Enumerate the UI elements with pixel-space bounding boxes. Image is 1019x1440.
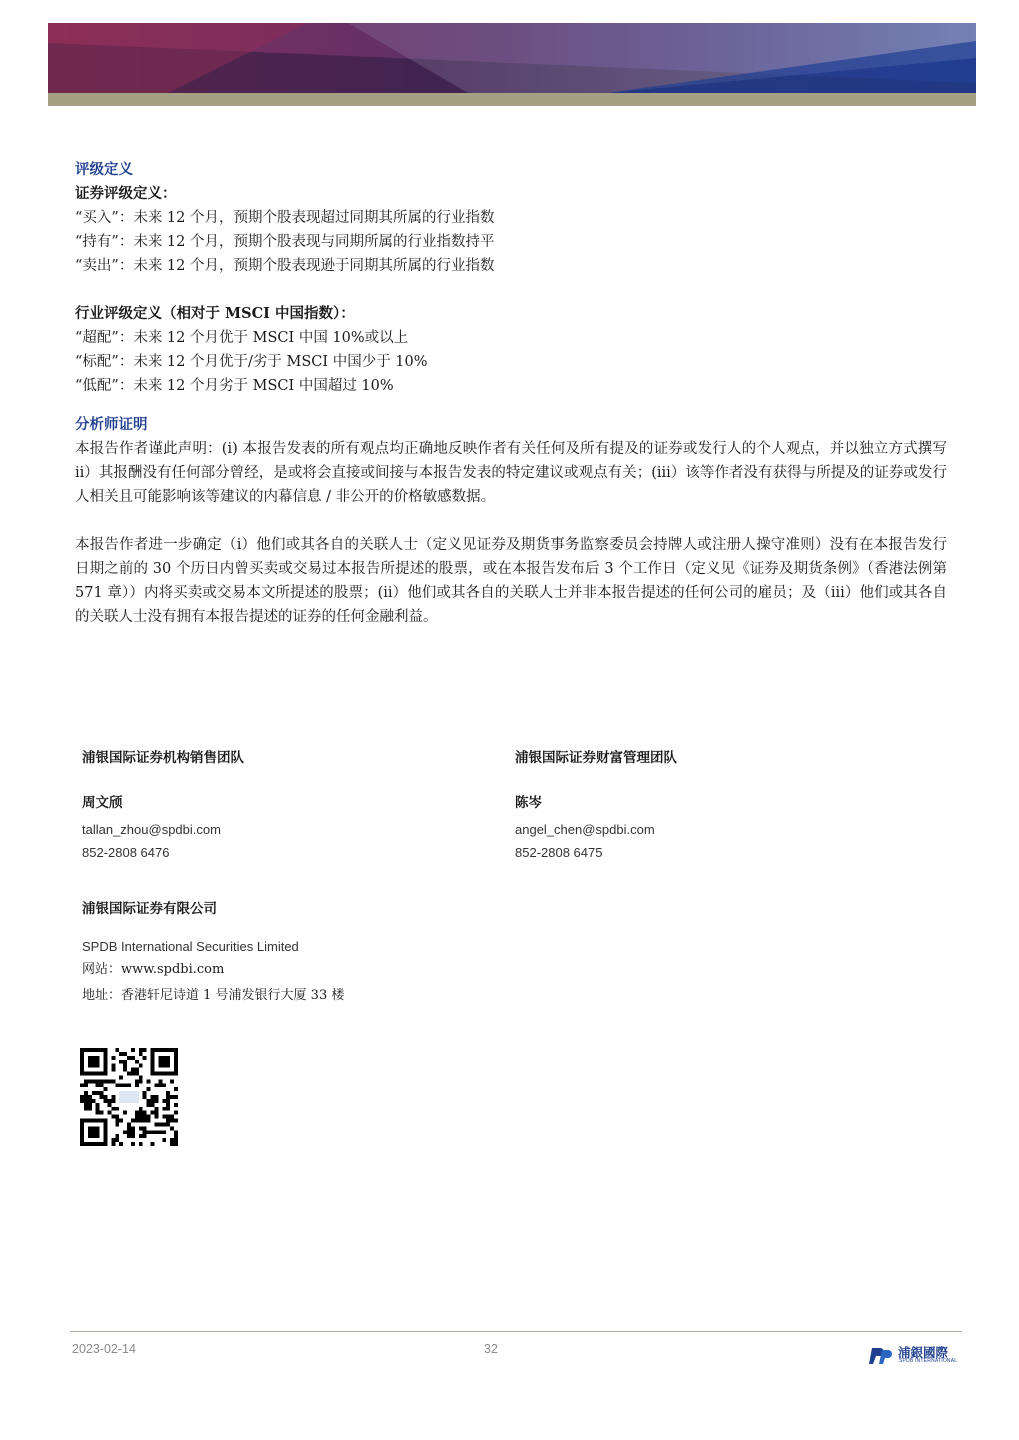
wealth-contact-name: 陈岑 <box>515 795 542 811</box>
sales-contact-phone: 852-2808 6476 <box>82 845 170 860</box>
page-number: 32 <box>484 1342 498 1356</box>
wealth-team-title: 浦银国际证券财富管理团队 <box>515 750 677 766</box>
rating-item-hold: “持有”：未来 12 个月，预期个股表现与同期所属的行业指数持平 <box>75 234 495 250</box>
company-website[interactable]: 网站：www.spdbi.com <box>82 962 225 977</box>
industry-item-underweight: “低配”：未来 12 个月劣于 MSCI 中国超过 10% <box>75 378 394 394</box>
company-name-en: SPDB International Securities Limited <box>82 939 299 954</box>
analyst-paragraph-2: 本报告作者进一步确定（i）他们或其各自的关联人士（定义见证券及期货事务监察委员会持牌人或注册人操守准则）没有在本报告发行日期之前的 30 个历日内曾买卖或交易过本报告所提述的股票，或在本报告发布后 3 个工作日（定义见《证券及期货条例》（香港法例第 571 章））内将买卖或交易本文所提述的股票；(ii）他们或其各自的关联人士并非本报告提述的任何公司的雇员；及（iii）他们或其各自的关联人士没有拥有本报告提述的证券的任何金融利益。 <box>75 537 947 625</box>
industry-item-neutral: “标配”：未来 12 个月优于/劣于 MSCI 中国少于 10% <box>75 354 428 370</box>
rating-item-buy: “买入”：未来 12 个月，预期个股表现超过同期其所属的行业指数 <box>75 210 495 226</box>
sales-contact-email[interactable]: tallan_zhou@spdbi.com <box>82 822 221 837</box>
company-name-cn: 浦银国际证券有限公司 <box>82 901 217 917</box>
company-block <box>82 898 582 1010</box>
analyst-heading: 分析师证明 <box>75 416 148 433</box>
footer-date: 2023-02-14 <box>72 1342 136 1356</box>
header-strip <box>48 93 976 106</box>
company-logo <box>866 1342 958 1368</box>
footer-divider <box>70 1331 962 1332</box>
wealth-team-contact <box>515 747 895 864</box>
sales-contact-name: 周文颀 <box>82 795 123 811</box>
sales-team-title: 浦银国际证券机构销售团队 <box>82 750 244 766</box>
wealth-contact-email[interactable]: angel_chen@spdbi.com <box>515 822 655 837</box>
main-content <box>75 158 947 629</box>
rating-item-sell: “卖出”：未来 12 个月，预期个股表现逊于同期其所属的行业指数 <box>75 258 495 274</box>
sales-team-contact <box>82 747 462 864</box>
header-banner <box>48 23 976 93</box>
securities-rating-heading: 证券评级定义： <box>75 185 177 202</box>
spdb-logo-icon <box>866 1344 896 1366</box>
qr-code <box>79 1048 179 1146</box>
analyst-paragraph-1: 本报告作者谨此声明：(i) 本报告发表的所有观点均正确地反映作者有关任何及所有提及的证券或发行人的个人观点，并以独立方式撰写 ii）其报酬没有任何部分曾经，是或将会直接或间接与本报告发表的特定建议或观点有关；(iii）该等作者没有获得与所提及的证券或发行人相关且可能影响该等建议的内幕信息 / 非公开的价格敏感数据。 <box>75 441 947 505</box>
industry-rating-heading: 行业评级定义（相对于 MSCI 中国指数）： <box>75 305 355 322</box>
banner-graphic <box>48 23 976 93</box>
rating-heading: 评级定义 <box>75 161 133 178</box>
qr-code-graphic <box>79 1048 179 1146</box>
logo-text-cn: 浦銀國際 <box>898 1345 949 1360</box>
logo-text-en: SPDB INTERNATIONAL <box>899 1358 958 1364</box>
industry-item-overweight: “超配”：未来 12 个月优于 MSCI 中国 10%或以上 <box>75 330 409 346</box>
company-address: 地址：香港轩尼诗道 1 号浦发银行大厦 33 楼 <box>82 988 345 1003</box>
wealth-contact-phone: 852-2808 6475 <box>515 845 603 860</box>
